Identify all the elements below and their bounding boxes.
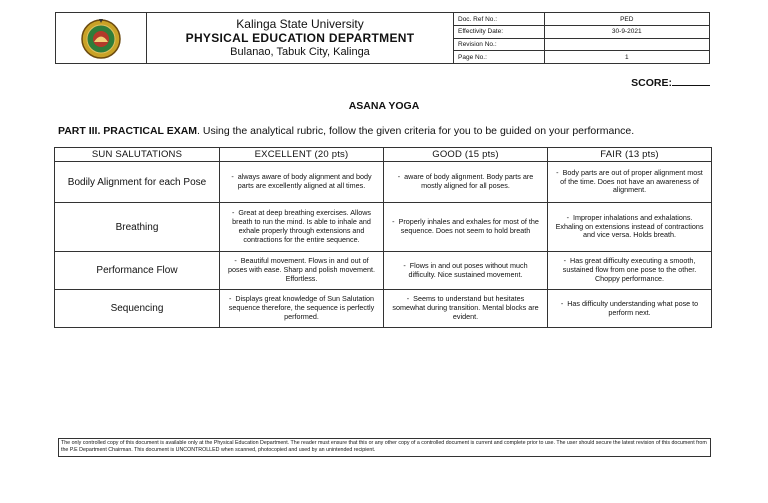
score-label: SCORE: xyxy=(631,77,672,89)
column-header: GOOD (15 pts) xyxy=(384,148,548,162)
fair-cell: - Body parts are out of proper alignment most of the time. Does not have an awareness of alignment. xyxy=(548,162,712,203)
column-header: EXCELLENT (20 pts) xyxy=(220,148,384,162)
excellent-cell: - Beautiful movement. Flows in and out of poses with ease. Sharp and polish movement. Effortless. xyxy=(220,252,384,290)
descriptor-text: Has great difficulty executing a smooth, sustained flow from one pose to the other. Choppy performance. xyxy=(562,256,697,283)
document-control-notice: The only controlled copy of this document is available only at the Physical Education Department. The reader must ensure that this or any other copy of a controlled document is current and complete prior to use. The user should secure the latest revision of this document from the P.E Department Chairman. This document is UNCONTROLLED when scanned, photocopied and used by an unintended recipient. xyxy=(58,438,711,457)
department-name: PHYSICAL EDUCATION DEPARTMENT xyxy=(185,31,415,46)
instructions xyxy=(58,125,634,137)
good-cell: - Properly inhales and exhales for most of the sequence. Does not seem to hold breath xyxy=(384,203,548,252)
university-name: Kalinga State University xyxy=(236,17,364,32)
ref-row xyxy=(454,13,709,26)
rubric-row xyxy=(55,252,712,290)
column-header: FAIR (13 pts) xyxy=(548,148,712,162)
page-title: ASANA YOGA xyxy=(348,100,420,112)
ref-label: Page No.: xyxy=(454,51,544,64)
column-header: SUN SALUTATIONS xyxy=(55,148,220,162)
instructions-part-label: PART III. PRACTICAL EXAM xyxy=(58,125,198,137)
document-reference-table xyxy=(454,13,709,63)
ref-row xyxy=(454,51,709,64)
instructions-text: . Using the analytical rubric, follow the given criteria for you to be guided on your performance. xyxy=(197,125,635,137)
score-blank[interactable] xyxy=(672,76,710,86)
fair-cell: - Has difficulty understanding what pose to perform next. xyxy=(548,290,712,328)
ref-value xyxy=(544,38,709,51)
rubric-row xyxy=(55,203,712,252)
ref-label: Effectivity Date: xyxy=(454,26,544,39)
descriptor-text: Has difficulty understanding what pose to perform next. xyxy=(567,298,699,317)
rubric-row xyxy=(55,162,712,203)
ref-value: PED xyxy=(544,13,709,26)
ref-label: Doc. Ref No.: xyxy=(454,13,544,26)
good-cell: - Seems to understand but hesitates somewhat during transition. Mental blocks are evident. xyxy=(384,290,548,328)
ref-row xyxy=(454,26,709,39)
good-cell: - aware of body alignment. Body parts are mostly aligned for all poses. xyxy=(384,162,548,203)
header-title-cell xyxy=(147,13,454,63)
fair-cell: - Improper inhalations and exhalations. Exhaling on extensions instead of contractions and vice versa. Holds breath. xyxy=(548,203,712,252)
descriptor-text: Properly inhales and exhales for most of the sequence. Does not seem to hold breath xyxy=(398,217,539,235)
ref-value: 1 xyxy=(544,51,709,64)
ref-row xyxy=(454,38,709,51)
rubric-row xyxy=(55,290,712,328)
descriptor-text: aware of body alignment. Body parts are mostly aligned for all poses. xyxy=(404,172,534,190)
criterion-cell: Sequencing xyxy=(55,290,220,328)
good-cell: - Flows in and out poses without much difficulty. Nice sustained movement. xyxy=(384,252,548,290)
criterion-cell: Performance Flow xyxy=(55,252,220,290)
score-field xyxy=(631,76,710,89)
criterion-cell: Bodily Alignment for each Pose xyxy=(55,162,220,203)
rubric-header-row xyxy=(55,148,712,162)
excellent-cell: - always aware of body alignment and body parts are excellently aligned at all times. xyxy=(220,162,384,203)
logo-cell xyxy=(56,13,147,63)
excellent-cell: - Great at deep breathing exercises. Allows breath to run the mind. Is able to inhale and exhale properly through extensions and contractions for the entire sequence. xyxy=(220,203,384,252)
descriptor-text: Seems to understand but hesitates somewhat during transition. Mental blocks are evident. xyxy=(392,294,539,321)
descriptor-text: Flows in and out poses without much difficulty. Nice sustained movement. xyxy=(408,260,528,279)
ref-label: Revision No.: xyxy=(454,38,544,51)
descriptor-text: Great at deep breathing exercises. Allows breath to run the mind. Is able to inhale and exhale properly through extensions and contractions for the entire sequence. xyxy=(232,208,372,244)
descriptor-text: Body parts are out of proper alignment most of the time. Does not have an awareness of alignment. xyxy=(560,167,703,195)
criterion-cell: Breathing xyxy=(55,203,220,252)
rubric-table xyxy=(54,147,712,328)
descriptor-text: always aware of body alignment and body parts are excellently aligned at all times. xyxy=(237,172,372,190)
university-seal-logo xyxy=(80,17,122,59)
fair-cell: - Has great difficulty executing a smooth, sustained flow from one pose to the other. Choppy performance. xyxy=(548,252,712,290)
descriptor-text: Improper inhalations and exhalations. Exhaling on extensions instead of contractions and vice versa. Holds breath. xyxy=(555,212,704,240)
ref-value: 30-9-2021 xyxy=(544,26,709,39)
document-header xyxy=(55,12,710,64)
university-address: Bulanao, Tabuk City, Kalinga xyxy=(230,45,370,58)
excellent-cell: - Displays great knowledge of Sun Salutation sequence therefore, the sequence is perfectly performed. xyxy=(220,290,384,328)
descriptor-text: Beautiful movement. Flows in and out of poses with ease. Sharp and polish movement. Effortless. xyxy=(227,256,376,283)
descriptor-text: Displays great knowledge of Sun Salutation sequence therefore, the sequence is perfectly performed. xyxy=(228,294,375,321)
